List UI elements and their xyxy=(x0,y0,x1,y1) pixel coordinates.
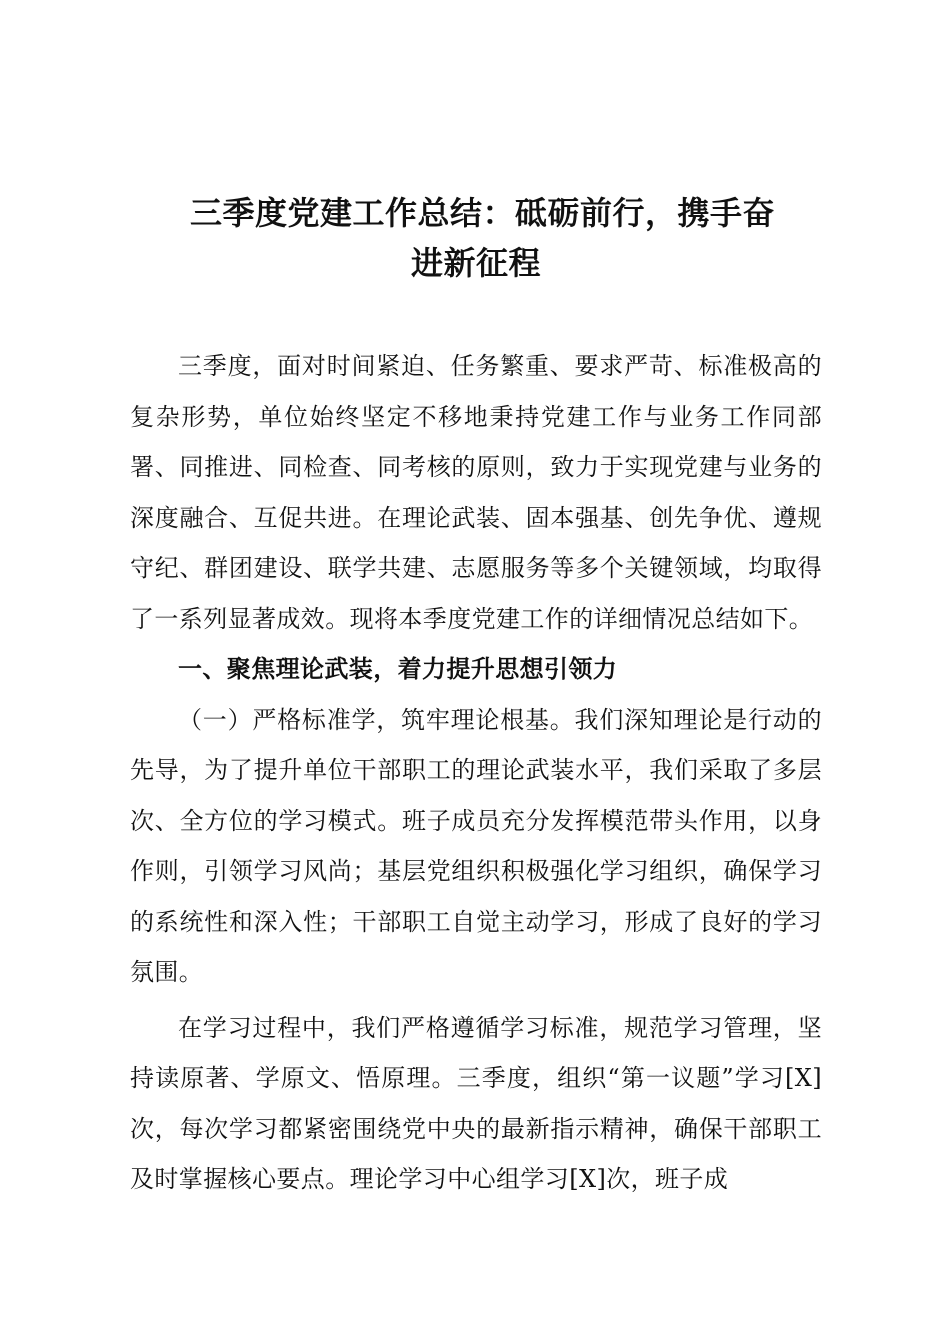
body-paragraph-1: （一）严格标准学，筑牢理论根基。我们深知理论是行动的先导，为了提升单位干部职工的理论武装水平，我们采取了多层次、全方位的学习模式。班子成员充分发挥模范带头作用，以身作则，引领学习风尚；基层党组织积极强化学习组织，确保学习的系统性和深入性；干部职工自觉主动学习，形成了良好的学习氛围。 xyxy=(130,705,822,986)
document-body xyxy=(130,341,822,1205)
section-heading-1: 一、聚焦理论武装，着力提升思想引领力 xyxy=(178,655,618,683)
body-paragraph-2: 在学习过程中，我们严格遵循学习标准，规范学习管理，坚持读原著、学原文、悟原理。三季度，组织“第一议题”学习[X]次，每次学习都紧密围绕党中央的最新指示精神，确保干部职工及时掌握核心要点。理论学习中心组学习[X]次，班子成 xyxy=(130,1013,822,1193)
intro-paragraph: 三季度，面对时间紧迫、任务繁重、要求严苛、标准极高的复杂形势，单位始终坚定不移地秉持党建工作与业务工作同部署、同推进、同检查、同考核的原则，致力于实现党建与业务的深度融合、互促共进。在理论武装、固本强基、创先争优、遵规守纪、群团建设、联学共建、志愿服务等多个关键领域，均取得了一系列显著成效。现将本季度党建工作的详细情况总结如下。 xyxy=(130,352,822,633)
document-title xyxy=(130,188,822,288)
title-line-2: 进新征程 xyxy=(410,244,541,282)
title-line-1: 三季度党建工作总结：砥砺前行，携手奋 xyxy=(190,194,776,232)
